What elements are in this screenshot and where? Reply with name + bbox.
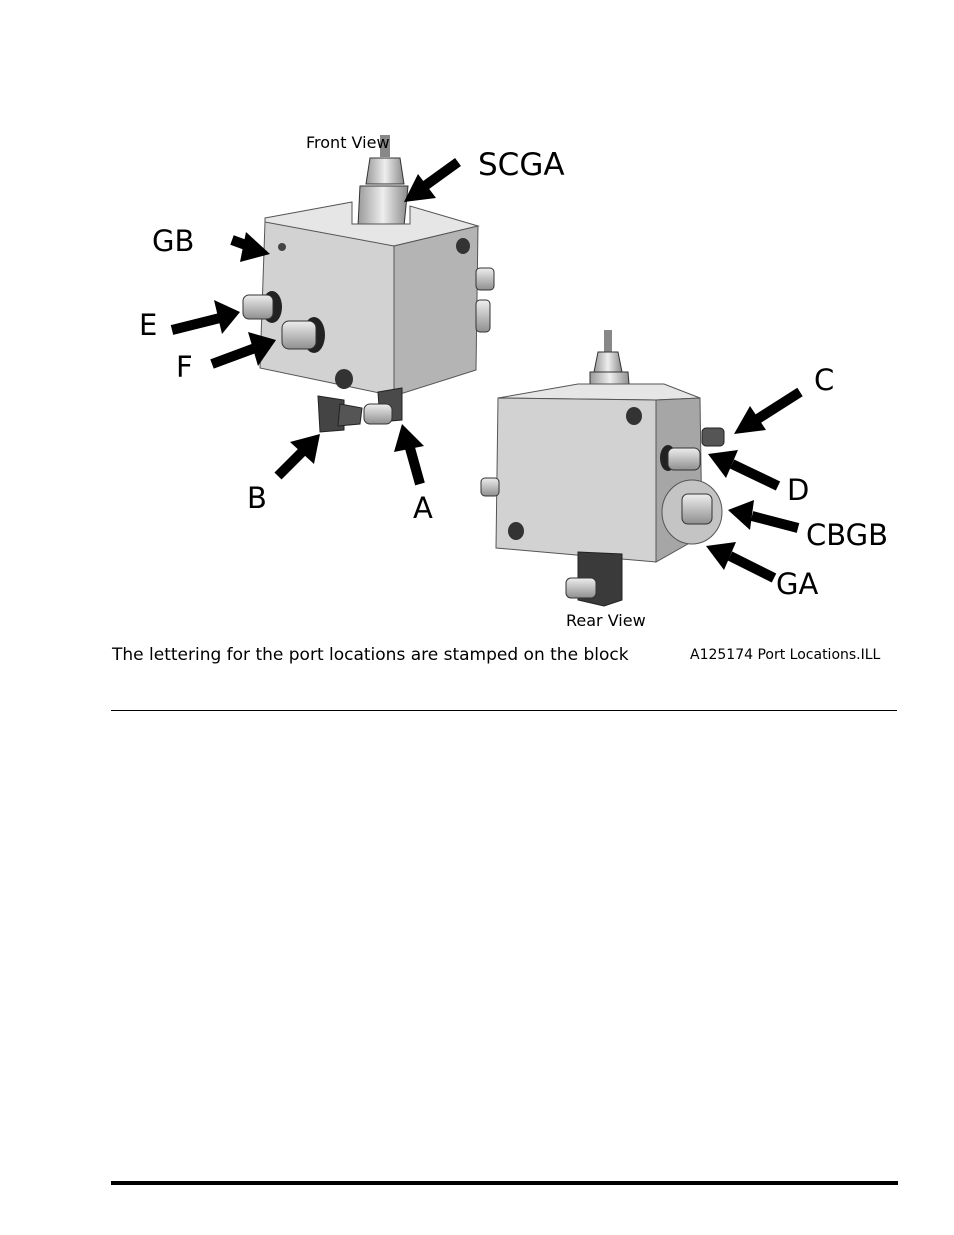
mounting-hole — [626, 407, 642, 425]
port-label-b: B — [247, 481, 267, 515]
e-arrow — [172, 318, 220, 330]
port-label-scga: SCGA — [478, 147, 565, 183]
side-fitting — [481, 478, 499, 496]
side-fitting — [476, 268, 494, 290]
rear-cartridge-upper — [594, 352, 622, 372]
port-label-gb: GB — [152, 224, 195, 258]
cbgb-arrow — [752, 516, 798, 528]
c-port-fitting — [702, 428, 724, 446]
port-label-e: E — [139, 308, 158, 342]
rear-view-label: Rear View — [566, 611, 646, 630]
gb-port-hole — [278, 243, 286, 251]
port-label-ga: GA — [776, 567, 819, 601]
cbgb-arrowhead — [728, 500, 754, 530]
e-port-fitting — [243, 295, 273, 319]
a-arrow — [410, 448, 420, 484]
port-label-c: C — [814, 363, 835, 397]
front-view-label: Front View — [306, 133, 390, 152]
front-cartridge-body — [358, 186, 408, 226]
rear-stem — [604, 330, 612, 352]
f-arrow — [212, 348, 255, 364]
scga-arrow — [422, 162, 458, 188]
section-divider — [111, 710, 897, 711]
a-port-fitting — [364, 404, 392, 424]
cbgb-port-fitting — [682, 494, 712, 524]
illustration-reference: A125174 Port Locations.ILL — [690, 647, 881, 663]
port-label-a: A — [413, 491, 433, 525]
front-cartridge-upper — [366, 158, 404, 184]
port-label-cbgb: CBGB — [806, 518, 889, 552]
c-arrow — [756, 392, 800, 420]
f-port-fitting — [282, 321, 316, 349]
footer-rule — [111, 1181, 898, 1185]
rear-block-top — [498, 384, 700, 400]
figure-caption: The lettering for the port locations are stamped on the block — [112, 645, 629, 665]
rear-view-block — [481, 330, 724, 606]
d-port-fitting — [668, 448, 700, 470]
d-arrow — [732, 464, 778, 486]
mounting-hole — [508, 522, 524, 540]
bottom-fitting — [566, 578, 596, 598]
mounting-hole — [335, 369, 353, 389]
a-arrowhead — [394, 424, 424, 452]
b-arrow — [278, 450, 304, 476]
port-label-d: D — [787, 473, 810, 507]
ga-arrow — [730, 556, 774, 578]
side-fitting — [476, 300, 490, 332]
mounting-hole — [456, 238, 470, 254]
port-label-f: F — [176, 350, 193, 384]
front-view-block — [243, 135, 494, 432]
b-port-elbow — [338, 404, 362, 426]
